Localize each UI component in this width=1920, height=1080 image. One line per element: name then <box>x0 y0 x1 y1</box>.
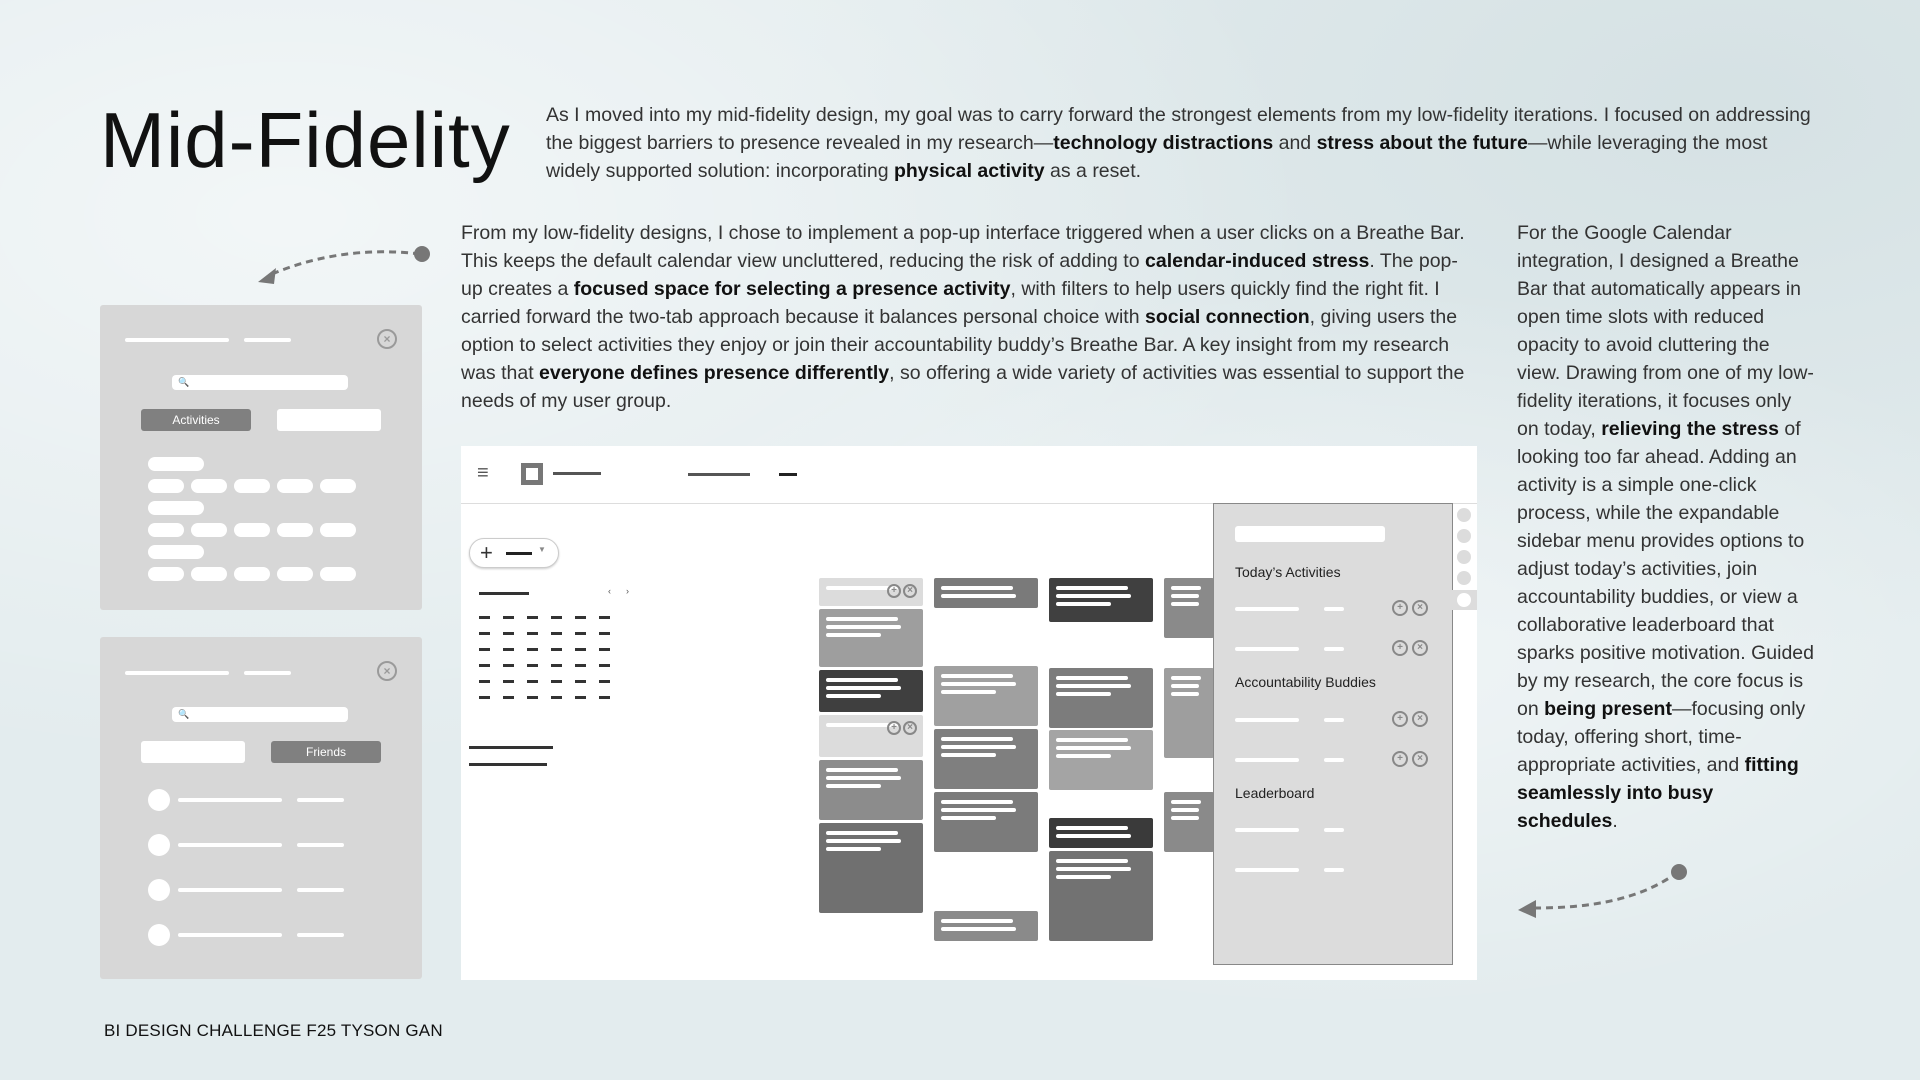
chevron-left-icon[interactable]: ‹ <box>608 586 611 596</box>
tab-friends-inactive[interactable] <box>277 409 381 431</box>
sidebar-section-leaderboard: Leaderboard <box>1235 785 1315 801</box>
search-input[interactable]: 🔍 <box>172 707 348 722</box>
calendar-event-block[interactable] <box>819 578 923 606</box>
calendar-event-block[interactable] <box>1049 578 1153 622</box>
mini-calendar-day[interactable] <box>503 696 514 699</box>
mini-calendar-day[interactable] <box>527 632 538 635</box>
mini-calendar-day[interactable] <box>575 648 586 651</box>
mini-calendar-day[interactable] <box>479 632 490 635</box>
mini-calendar-day[interactable] <box>503 680 514 683</box>
mini-calendar-day[interactable] <box>527 616 538 619</box>
calendar-event-block[interactable] <box>1049 818 1153 848</box>
mini-calendar-day[interactable] <box>599 680 610 683</box>
mini-calendar-day[interactable] <box>551 664 562 667</box>
calendar-event-block[interactable] <box>934 792 1038 852</box>
avatar <box>148 834 170 856</box>
mini-calendar-day[interactable] <box>599 632 610 635</box>
calendar-paragraph: For the Google Calendar integration, I designed a Breathe Bar that automatically appears in open time slots with reduced opacity to avoid cluttering the view. Drawing from one of my low-fidelity iterations, it focuses only on today, relieving the stress of looking too far ahead. Adding an activity is a simple one-click process, while the expandable sidebar menu provides options to adjust today’s activities, join accountability buddies, or view a collaborative leaderboard that sparks positive motivation. Guided by my research, the core focus is on being present—focusing only today, offering short, time-appropriate activities, and fitting seamlessly into busy schedules. <box>1517 222 1814 832</box>
close-icon[interactable]: × <box>903 584 917 598</box>
mini-calendar-day[interactable] <box>575 616 586 619</box>
close-icon[interactable]: × <box>903 721 917 735</box>
mini-calendar-day[interactable] <box>503 664 514 667</box>
intro-paragraph: As I moved into my mid-fidelity design, my goal was to carry forward the strongest elements from my low-fidelity iterations. I focused on addressing the biggest barriers to presence revealed in my research—technology distractions and stress about the future—while leveraging the most widely supported solution: incorporating physical activity as a reset. <box>546 104 1811 182</box>
mini-calendar-day[interactable] <box>503 648 514 651</box>
popup-paragraph: From my low-fidelity designs, I chose to implement a pop-up interface triggered when a user clicks on a Breathe Bar. This keeps the default calendar view uncluttered, reducing the risk of adding to calendar-induced stress. The pop-up creates a focused space for selecting a presence activity, with filters to help users quickly find the right fit. I carried forward the two-tab approach because it balances personal choice with social connection, giving users the option to select activities they enjoy or join their accountability buddy’s Breathe Bar. A key insight from my research was that everyone defines presence differently, so offering a wide variety of activities was essential to support the needs of my user group. <box>461 222 1465 412</box>
calendar-event-block[interactable] <box>1164 668 1214 758</box>
mini-calendar-day[interactable] <box>479 680 490 683</box>
calendar-wireframe <box>461 446 1477 980</box>
sidebar-title-bar <box>1235 526 1385 542</box>
mini-calendar-day[interactable] <box>527 648 538 651</box>
curved-arrow-right-icon <box>1510 860 1695 920</box>
mini-calendar-day[interactable] <box>479 648 490 651</box>
mini-calendar-day[interactable] <box>575 680 586 683</box>
mini-calendar-day[interactable] <box>551 696 562 699</box>
calendar-event-block[interactable] <box>1164 792 1214 852</box>
mini-calendar-day[interactable] <box>527 680 538 683</box>
mini-calendar-day[interactable] <box>551 616 562 619</box>
mini-calendar-day[interactable] <box>527 696 538 699</box>
curved-arrow-left-icon <box>250 240 435 290</box>
avatar <box>148 789 170 811</box>
calendar-logo-icon <box>521 463 543 485</box>
calendar-event-block[interactable] <box>1049 851 1153 941</box>
remove-icon[interactable]: × <box>1412 711 1428 727</box>
mini-calendar-day[interactable] <box>527 664 538 667</box>
sidebar-section-buddies: Accountability Buddies <box>1235 674 1376 690</box>
mini-calendar-day[interactable] <box>479 696 490 699</box>
mini-calendar-day[interactable] <box>551 680 562 683</box>
chevron-right-icon[interactable]: › <box>626 586 629 596</box>
mini-calendar-day[interactable] <box>599 648 610 651</box>
calendar-header <box>461 446 1477 504</box>
mini-calendar-day[interactable] <box>551 632 562 635</box>
tab-activities[interactable]: Activities <box>141 409 251 431</box>
sidebar-toggle[interactable] <box>1451 590 1477 610</box>
breathe-sidebar <box>1213 503 1453 965</box>
calendar-event-block[interactable] <box>819 760 923 820</box>
footer-credit: BI DESIGN CHALLENGE F25 TYSON GAN <box>104 1021 443 1040</box>
tab-friends[interactable]: Friends <box>271 741 381 763</box>
mini-calendar-day[interactable] <box>575 632 586 635</box>
close-icon[interactable]: × <box>377 661 397 681</box>
add-icon[interactable]: + <box>1392 711 1408 727</box>
tab-activities-inactive[interactable] <box>141 741 245 763</box>
activities-popup-wireframe <box>100 305 422 610</box>
friends-popup-wireframe <box>100 637 422 979</box>
menu-icon[interactable]: ≡ <box>477 462 489 484</box>
remove-icon[interactable]: × <box>1412 600 1428 616</box>
mini-calendar-day[interactable] <box>575 664 586 667</box>
calendar-event-block[interactable] <box>819 715 923 757</box>
mini-calendar-day[interactable] <box>551 648 562 651</box>
mini-calendar-day[interactable] <box>503 632 514 635</box>
mini-calendar-day[interactable] <box>503 616 514 619</box>
calendar-event-block[interactable] <box>819 823 923 913</box>
calendar-event-block[interactable] <box>934 578 1038 608</box>
mini-calendar-day[interactable] <box>479 616 490 619</box>
calendar-event-block[interactable] <box>1049 730 1153 790</box>
avatar <box>148 924 170 946</box>
mini-calendar-day[interactable] <box>575 696 586 699</box>
calendar-event-block[interactable] <box>934 666 1038 726</box>
mini-calendar-day[interactable] <box>599 616 610 619</box>
add-icon[interactable]: + <box>1392 751 1408 767</box>
calendar-event-block[interactable] <box>819 609 923 667</box>
close-icon[interactable]: × <box>377 329 397 349</box>
calendar-event-block[interactable] <box>1049 668 1153 728</box>
calendar-event-block[interactable] <box>1164 578 1214 638</box>
search-input[interactable]: 🔍 <box>172 375 348 390</box>
add-icon[interactable]: + <box>887 584 901 598</box>
create-button[interactable]: + ▼ <box>469 538 559 568</box>
add-icon[interactable]: + <box>1392 600 1408 616</box>
add-icon[interactable]: + <box>887 721 901 735</box>
mini-calendar-day[interactable] <box>599 664 610 667</box>
remove-icon[interactable]: × <box>1412 640 1428 656</box>
mini-calendar-day[interactable] <box>479 664 490 667</box>
chevron-down-icon: ▼ <box>538 545 546 554</box>
avatar <box>148 879 170 901</box>
calendar-event-block[interactable] <box>934 911 1038 941</box>
add-icon[interactable]: + <box>1392 640 1408 656</box>
sidebar-section-activities: Today’s Activities <box>1235 564 1341 580</box>
page-title: Mid-Fidelity <box>100 96 511 184</box>
calendar-event-block[interactable] <box>819 670 923 712</box>
mini-calendar-day[interactable] <box>599 696 610 699</box>
calendar-event-block[interactable] <box>934 729 1038 789</box>
remove-icon[interactable]: × <box>1412 751 1428 767</box>
